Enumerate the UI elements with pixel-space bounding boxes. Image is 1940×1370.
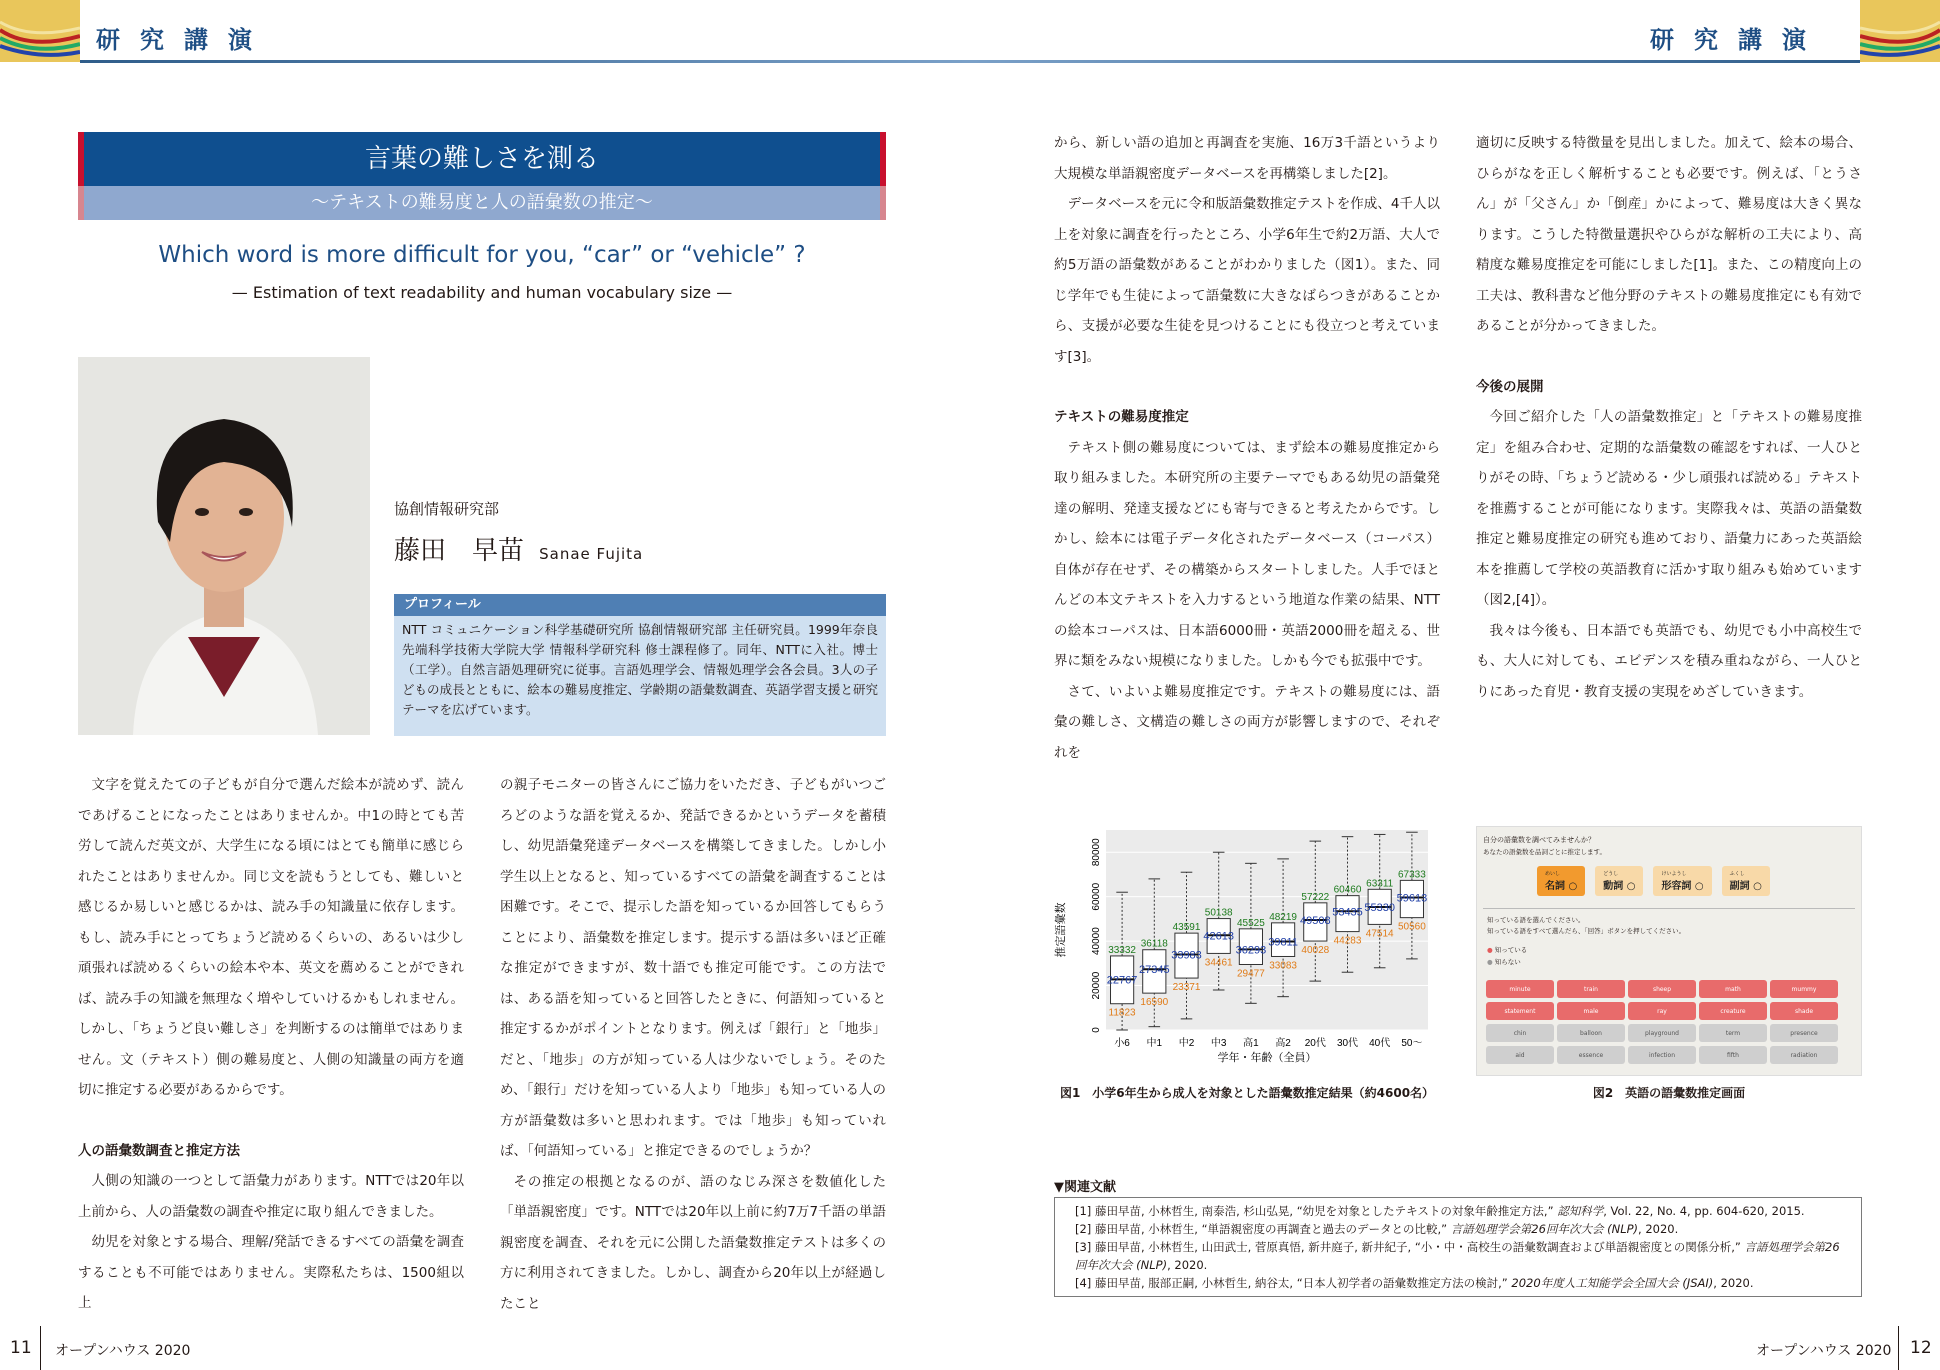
- word-option[interactable]: male: [1557, 1002, 1625, 1020]
- fig2-pos-adverb[interactable]: ふくし 副詞 ○: [1722, 866, 1770, 896]
- col4-heading: 今後の展開: [1476, 378, 1544, 395]
- median-label-0: 22767: [1106, 974, 1138, 987]
- median-label-1: 27345: [1139, 964, 1170, 977]
- section-tag-right: 研究講演: [1650, 26, 1826, 54]
- title-main-bar: [78, 132, 886, 186]
- fig2-instruction: あなたの語彙数を品詞ごとに推定します。: [1483, 848, 1606, 856]
- references-heading: ▼関連文献: [1054, 1176, 1862, 1198]
- q3-label-2: 43591: [1172, 922, 1201, 934]
- q1-label-6: 40028: [1301, 945, 1330, 957]
- col3-paragraph-4: さて、いよいよ難易度推定です。テキストの難易度には、語彙の難しさ、文構造の難しさの両方が影響しますので、それぞれを: [1054, 683, 1440, 761]
- col2-paragraph-2: その推定の根拠となるのが、語のなじみ深さを数値化した「単語親密度」です。NTTでは20年以上前に約7万7千語の単語親密度を調査、それを元に公開した語彙数推定テストは多くの方に利用されてきました。しかし、調査から20年以上が経過したこと: [500, 1173, 886, 1312]
- profile-text: NTT コミュニケーション科学基礎研究所 協創情報研究部 主任研究員。1999年奈良先端科学技術大学院大学 情報科学研究科 修士課程修了。同年、NTTに入社。博士（工学）。自然言語処理研究に従事。言語処理学会、情報処理学会各会員。3人の子どもの成長とともに、絵本の難易度推定、学齢期の語彙数調査、英語学習支援と研究テーマを広げています。: [402, 622, 878, 717]
- q3-label-1: 36118: [1140, 938, 1168, 950]
- author-name-jp: 藤田 早苗: [394, 536, 525, 566]
- references-list: [1054, 1198, 1862, 1297]
- q3-label-6: 57222: [1301, 891, 1330, 903]
- q1-label-2: 23371: [1172, 982, 1201, 994]
- word-option[interactable]: balloon: [1557, 1024, 1625, 1042]
- col1-paragraph-1: 文字を覚えたての子どもが自分で選んだ絵本が読めず、読んであげることになったことはありませんか。中1の時とても苦労して読んだ英文が、大学生になる頃にはとても簡単に感じられたことはありませんか。同じ文を読もうとしても、難しいと感じるか易しいと感じるかは、読み手の知識量に依存します。もし、読み手にとってちょうど読めるくらいの、あるいは少し頑張れば読めるくらいの絵本や本、英文を薦めることができれば、読み手の知識を無理なく増やしていけるかもしれません。しかし、「ちょうど良い難しさ」を判断するのは簡単ではありません。文（テキスト）側の難易度と、人側の知識量の両方を適切に推定する必要があるからです。: [78, 777, 464, 1098]
- body-column-2: [500, 770, 886, 1319]
- word-option[interactable]: train: [1557, 980, 1625, 998]
- word-option[interactable]: essence: [1557, 1046, 1625, 1064]
- body-column-4: [1476, 128, 1862, 707]
- q3-label-0: 33332: [1108, 944, 1137, 956]
- figure-1: [1048, 820, 1438, 1090]
- header-rule: [80, 60, 1860, 63]
- footer-rule-left: [40, 1326, 41, 1370]
- x-tick-label-0: 小6: [1114, 1038, 1130, 1049]
- y-tick-label-60000: 60000: [1091, 882, 1102, 911]
- fig2-legend: ● 知っている ● 知らない: [1487, 946, 1528, 966]
- q1-label-7: 44283: [1333, 935, 1362, 947]
- col1-paragraph-3: 幼児を対象とする場合、理解/発話できるすべての語彙を調査することも不可能ではありません。実際私たちは、1500組以上: [78, 1234, 464, 1311]
- header-decoration-left: [0, 0, 80, 62]
- col4-paragraph-1: 適切に反映する特徴量を見出しました。加えて、絵本の場合、ひらがなを正しく解析することも必要です。例えば、「とうさん」が「父さん」か「倒産」かによって、難易度は大きく異なります。こうした特徴量選択やひらがな解析の工夫により、高精度な難易度推定を可能にしました[1]。また、この精度向上の工夫は、教科書など他分野のテキストの難易度推定にも有効であることが分かってきました。: [1476, 135, 1862, 334]
- y-tick-label-20000: 20000: [1091, 971, 1102, 1000]
- q3-label-8: 63311: [1366, 878, 1394, 890]
- author-photo: [78, 357, 370, 735]
- word-option[interactable]: radiation: [1770, 1046, 1838, 1064]
- article-title: 言葉の難しさを測る: [364, 144, 599, 174]
- english-subtitle: — Estimation of text readability and human vocabulary size —: [231, 283, 733, 302]
- word-option[interactable]: playground: [1628, 1024, 1696, 1042]
- q3-label-7: 60460: [1333, 884, 1362, 896]
- word-option[interactable]: math: [1699, 980, 1767, 998]
- profile-box: [394, 594, 886, 736]
- fig2-prompt: 自分の語彙数を調べてみませんか？: [1483, 836, 1595, 844]
- median-label-9: 59613: [1396, 892, 1428, 905]
- title-block: [78, 132, 886, 220]
- col3-paragraph-1: から、新しい語の追加と再調査を実施、16万3千語というより大規模な単語親密度データベースを再構築しました[2]。: [1054, 135, 1440, 182]
- col4-paragraph-3: 我々は今後も、日本語でも英語でも、幼児でも小中高校生でも、大人に対しても、エビデンスを積み重ねながら、一人ひとりにあった育児・教育支援の実現をめざしていきます。: [1476, 622, 1862, 700]
- word-option[interactable]: ray: [1628, 1002, 1696, 1020]
- x-axis-label: 学年・年齢（全員）: [1217, 1052, 1317, 1064]
- reference-item: [4] 藤田早苗, 服部正嗣, 小林哲生, 納谷太, “日本人初学者の語彙数推定方法の検討,” 2020年度人工知能学会全国大会 (JSAI), 2020.: [1075, 1276, 1754, 1290]
- figure-2: [1476, 826, 1862, 1076]
- col1-heading: 人の語彙数調査と推定方法: [78, 1142, 240, 1159]
- q1-label-0: 11823: [1108, 1007, 1136, 1019]
- q1-label-8: 47514: [1365, 928, 1394, 940]
- word-option[interactable]: chin: [1486, 1024, 1554, 1042]
- fig2-pos-noun[interactable]: めいし 名詞 ○: [1537, 866, 1585, 896]
- author-name-block: [394, 530, 643, 567]
- header-decoration-right: [1860, 0, 1940, 62]
- word-option[interactable]: shade: [1770, 1002, 1838, 1020]
- q3-label-4: 45525: [1236, 917, 1265, 929]
- profile-label: プロフィール: [394, 594, 886, 616]
- figure-2-caption: 図2 英語の語彙数推定画面: [1592, 1086, 1746, 1100]
- footer-magazine-right: オープンハウス 2020: [1756, 1343, 1892, 1359]
- col2-paragraph-1: の親子モニターの皆さんにご協力をいただき、子どもがいつごろどのような語を覚えるか、発話できるかというデータを蓄積し、幼児語彙発達データベースを構築してきました。しかし小学生以上となると、知っているすべての語彙を調査することは困難です。そこで、提示した語を知っているか回答してもらうことにより、語彙数を推定します。提示する語は多いほど正確な推定ができますが、数十語でも推定可能です。この方法では、ある語を知っていると回答したときに、何語知っていると推定するかがポイントとなります。例えば「銀行」と「地歩」だと、「地歩」の方が知っている人は少ないでしょう。そのため、「銀行」だけを知っている人より「地歩」も知っている人の方が語彙数は多いと思われます。では「地歩」も知っていれば、「何語知っている」と推定できるのでしょうか？: [500, 777, 886, 1159]
- median-label-6: 49508: [1300, 914, 1331, 927]
- fig2-legend-known: 知っている: [1494, 946, 1528, 954]
- footer-magazine-left: オープンハウス 2020: [55, 1343, 191, 1359]
- word-option[interactable]: minute: [1486, 980, 1554, 998]
- y-axis-label: 推定語彙数: [1055, 902, 1067, 958]
- fig2-note-2: 知っている語をすべて選んだら、「回答」ボタンを押してください。: [1487, 927, 1686, 935]
- x-tick-label-7: 30代: [1336, 1038, 1359, 1049]
- q3-label-5: 48219: [1269, 911, 1298, 923]
- q1-label-3: 34461: [1204, 957, 1233, 969]
- word-option[interactable]: aid: [1486, 1046, 1554, 1064]
- title-sub-bar: [78, 186, 886, 220]
- x-tick-label-4: 高1: [1243, 1038, 1259, 1049]
- reference-item: [1] 藤田早苗, 小林哲生, 南泰浩, 杉山弘晃, “幼児を対象としたテキストの対象年齢推定方法,” 認知科学, Vol. 22, No. 4, pp. 604-620, 2015.: [1075, 1204, 1805, 1218]
- reference-item: [2] 藤田早苗, 小林哲生, “単語親密度の再調査と過去のデータとの比較,” 言語処理学会第26回年次大会 (NLP), 2020.: [1075, 1222, 1679, 1236]
- median-label-4: 36293: [1235, 944, 1267, 957]
- y-tick-label-80000: 80000: [1091, 838, 1102, 867]
- word-option[interactable]: fifth: [1699, 1046, 1767, 1064]
- col3-heading: テキストの難易度推定: [1054, 409, 1189, 425]
- page-number-left: 11: [10, 1338, 32, 1358]
- boxplot-chart: [1048, 820, 1438, 1090]
- word-option[interactable]: statement: [1486, 1002, 1554, 1020]
- y-tick-label-0: 0: [1091, 1027, 1102, 1033]
- q3-label-3: 50138: [1204, 907, 1233, 919]
- median-label-7: 53435: [1332, 906, 1363, 919]
- fig2-note-1: 知っている語を選んでください。: [1487, 916, 1585, 924]
- figure-1-caption: 図1 小学6年生から成人を対象とした語彙数推定結果（約4600名）: [1059, 1086, 1435, 1100]
- x-tick-label-2: 中2: [1178, 1038, 1195, 1049]
- word-option[interactable]: creature: [1699, 1002, 1767, 1020]
- english-title: Which word is more difficult for you, “car” or “vehicle” ?: [158, 242, 806, 268]
- page-number-right: 12: [1910, 1338, 1932, 1358]
- fig2-pos-tabs: [1537, 866, 1861, 896]
- word-grid-row: [1486, 1002, 1838, 1020]
- author-name-en: Sanae Fujita: [539, 545, 644, 563]
- y-tick-label-40000: 40000: [1091, 927, 1102, 956]
- col3-paragraph-3: テキスト側の難易度については、まず絵本の難易度推定から取り組みました。本研究所の主要テーマでもある幼児の語彙発達の解明、発達支援などにも寄与できると考えたからです。しかし、絵本には電子データ化されたデータベース（コーパス）自体が存在せず、その構築からスタートしました。人手でほとんどの本文テキストを入力するという地道な作業の結果、NTTの絵本コーパスは、日本語6000冊・英語2000冊を超える、世界に類をみない規模になりました。しかも今でも拡張中です。: [1054, 439, 1440, 669]
- fig2-pos-adjective[interactable]: けいようし 形容詞 ○: [1653, 866, 1711, 896]
- author-department: 協創情報研究部: [394, 500, 500, 518]
- median-label-2: 33983: [1171, 949, 1202, 962]
- section-tag-left: 研究講演: [96, 26, 272, 54]
- x-tick-label-8: 40代: [1369, 1038, 1391, 1049]
- word-grid-row: [1486, 1046, 1838, 1064]
- median-label-8: 55330: [1364, 902, 1395, 915]
- q1-label-9: 50560: [1397, 921, 1426, 933]
- median-label-5: 39811: [1268, 936, 1298, 949]
- body-column-3: [1054, 128, 1440, 768]
- word-option[interactable]: infection: [1628, 1046, 1696, 1064]
- footer-rule-right: [1898, 1326, 1899, 1370]
- body-column-1: [78, 770, 464, 1319]
- q1-label-1: 16590: [1140, 997, 1169, 1009]
- word-grid-row: [1486, 1024, 1838, 1042]
- x-tick-label-9: 50〜: [1401, 1038, 1423, 1049]
- article-subtitle: 〜テキストの難易度と人の語彙数の推定〜: [311, 192, 653, 213]
- col4-paragraph-2: 今回ご紹介した「人の語彙数推定」と「テキストの難易度推定」を組み合わせ、定期的な語彙数の確認をすれば、一人ひとりがその時、「ちょうど読める・少し頑張れば読める」テキストを推薦することが可能になります。実際我々は、英語の語彙数推定と難易度推定の研究も進めており、語彙力にあった英語絵本を推薦して学校の英語教育に活かす取り組みも始めています（図2,[4]）。: [1476, 409, 1862, 608]
- x-tick-label-6: 20代: [1304, 1038, 1326, 1049]
- fig2-legend-unknown: 知らない: [1494, 958, 1521, 966]
- x-tick-label-5: 高2: [1275, 1038, 1291, 1049]
- word-grid-row: [1486, 980, 1838, 998]
- word-option[interactable]: mummy: [1770, 980, 1838, 998]
- q3-label-9: 67333: [1397, 869, 1426, 881]
- x-tick-label-3: 中3: [1210, 1038, 1227, 1049]
- references: [1054, 1176, 1862, 1297]
- col1-paragraph-2: 人側の知識の一つとして語彙力があります。NTTでは20年以上前から、人の語彙数の調査や推定に取り組んできました。: [78, 1173, 464, 1220]
- word-option[interactable]: sheep: [1628, 980, 1696, 998]
- word-option[interactable]: term: [1699, 1024, 1767, 1042]
- x-tick-label-1: 中1: [1146, 1038, 1163, 1049]
- median-label-3: 42613: [1203, 930, 1234, 943]
- fig2-word-grid: [1483, 976, 1841, 1068]
- q1-label-4: 29477: [1236, 968, 1265, 980]
- reference-item: [3] 藤田早苗, 小林哲生, 山田武士, 菅原真悟, 新井庭子, 新井紀子, “小・中・高校生の語彙数調査および単語親密度との関係分析,” 言語処理学会第26回年次大会 (NLP), 2020.: [1075, 1240, 1840, 1272]
- col3-paragraph-2: データベースを元に令和版語彙数推定テストを作成、4千人以上を対象に調査を行ったところ、小学6年生で約2万語、大人で約5万語の語彙数があることがわかりました（図1）。また、同じ学年でも生徒によって語彙数に大きなばらつきがあることから、支援が必要な生徒を見つけることにも役立つと考えています[3]。: [1054, 196, 1440, 365]
- word-option[interactable]: presence: [1770, 1024, 1838, 1042]
- q1-label-5: 33083: [1269, 960, 1298, 972]
- fig2-pos-verb[interactable]: どうし 動詞 ○: [1595, 866, 1643, 896]
